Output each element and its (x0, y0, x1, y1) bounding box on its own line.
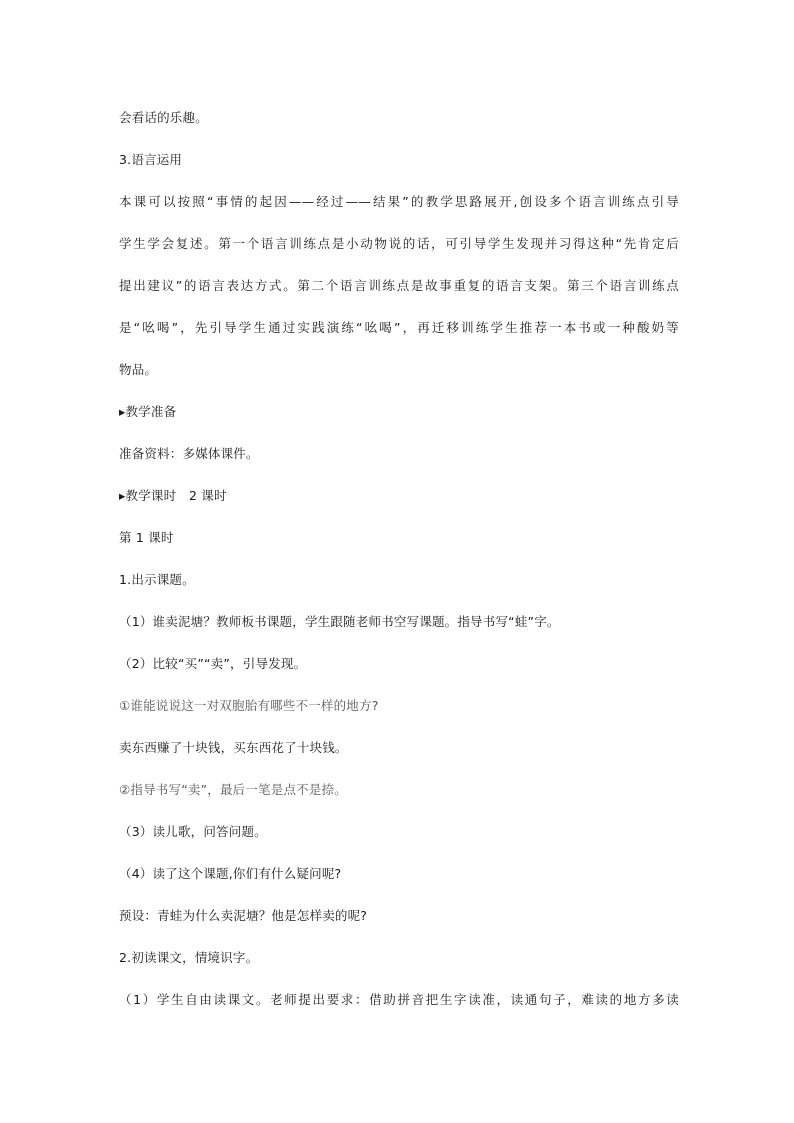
text-line-15: ①谁能说说这一对双胞胎有哪些不一样的地方? (119, 698, 379, 713)
text-line-1: 会看话的乐趣。 (119, 110, 208, 125)
section-heading-teaching-periods: ▸教学课时 2 课时 (119, 488, 227, 503)
text-line-17: ②指导书写“卖”，最后一笔是点不是捺。 (119, 782, 347, 797)
text-line-14: （2）比较“买”“卖”，引导发现。 (119, 656, 307, 671)
step-heading-2: 2.初读课文，情境识字。 (119, 950, 259, 965)
text-line-3: 本课可以按照“事情的起因——经过——结果”的教学思路展开,创设多个语言训练点引导 (119, 194, 679, 209)
section-heading-teaching-preparation: ▸教学准备 (119, 404, 177, 419)
text-line-20: 预设：青蛙为什么卖泥塘？他是怎样卖的呢? (119, 908, 368, 923)
text-line-22: （1）学生自由读课文。老师提出要求：借助拼音把生字读准，读通句子，难读的地方多读 (119, 992, 679, 1007)
text-line-7: 物品。 (119, 362, 158, 377)
text-line-materials: 准备资料：多媒体课件。 (119, 446, 259, 461)
text-line-5: 提出建议”的语言表达方式。第二个语言训练点是故事重复的语言支架。第三个语言训练点 (119, 278, 679, 293)
text-line-18: （3）读儿歌，问答问题。 (119, 824, 267, 839)
step-heading-1: 1.出示课题。 (119, 572, 195, 587)
text-line-6: 是“吆喝”，先引导学生通过实践演练“吆喝”，再迁移训练学生推荐一本书或一种酸奶等 (119, 320, 679, 335)
lesson-heading: 第 1 课时 (119, 530, 174, 545)
text-line-13: （1）谁卖泥塘？教师板书课题，学生跟随老师书空写课题。指导书写“蛙”字。 (119, 614, 560, 629)
text-line-4: 学生学会复述。第一个语言训练点是小动物说的话，可引导学生发现并习得这种“先肯定后 (119, 236, 679, 251)
text-line-16: 卖东西赚了十块钱，买东西花了十块钱。 (119, 740, 348, 755)
text-line-19: （4）读了这个课题,你们有什么疑问呢? (119, 866, 342, 881)
section-heading-language-use: 3.语言运用 (119, 152, 183, 167)
